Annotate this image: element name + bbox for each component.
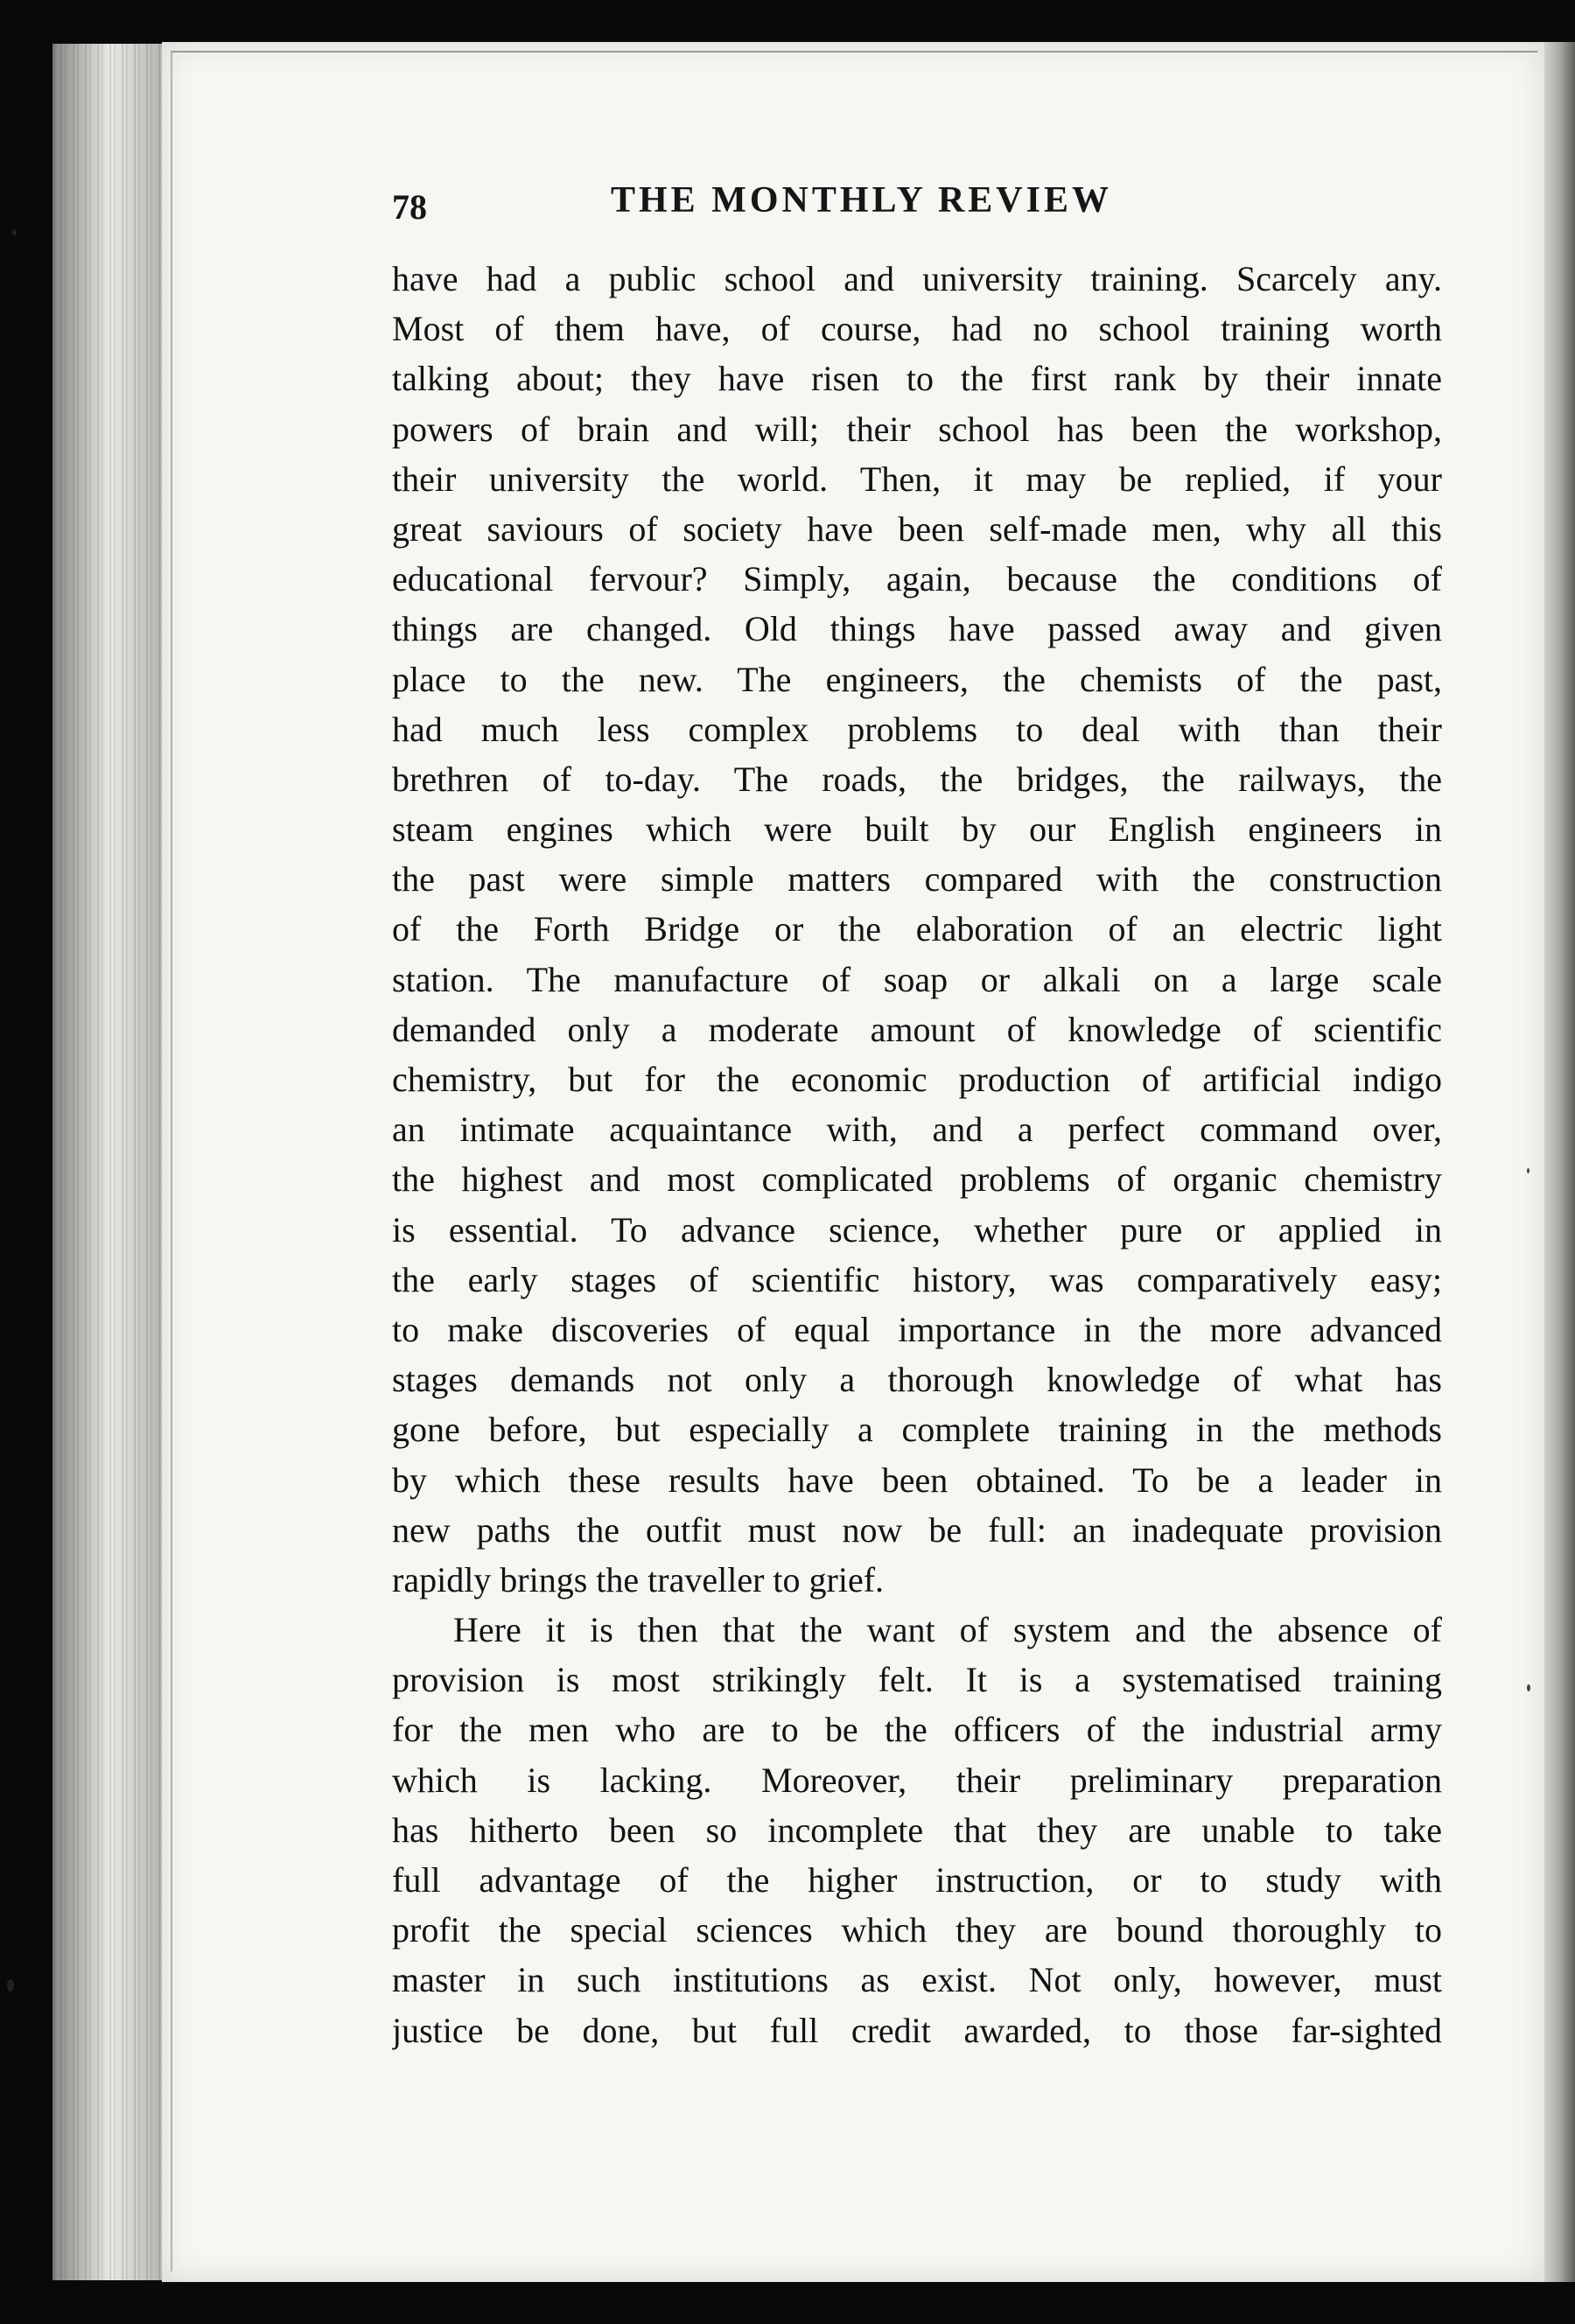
running-title: THE MONTHLY REVIEW bbox=[611, 180, 1112, 220]
text-line: justice be done, but full credit awarded, to those far-sighted bbox=[392, 2010, 1442, 2050]
text-line: new paths the outfit must now be full: an inadequate provision bbox=[392, 1509, 1442, 1550]
text-line: great saviours of society have been self-made men, why all this bbox=[392, 508, 1442, 549]
text-line: the early stages of scientific history, was comparatively easy; bbox=[392, 1259, 1442, 1299]
text-line: had much less complex problems to deal with than their bbox=[392, 709, 1442, 749]
text-line: station. The manufacture of soap or alkali on a large scale bbox=[392, 959, 1442, 999]
text-line: chemistry, but for the economic production of artificial indigo bbox=[392, 1060, 1442, 1099]
text-line: powers of brain and will; their school has been the workshop, bbox=[392, 409, 1442, 449]
text-line: profit the special sciences which they are bound thoroughly to bbox=[392, 1910, 1442, 1950]
text-line: full advantage of the higher instruction, or to study with bbox=[392, 1860, 1442, 1900]
text-line: have had a public school and university training. Scarcely any. bbox=[392, 259, 1442, 298]
text-line: an intimate acquaintance with, and a perfect command over, bbox=[392, 1110, 1442, 1150]
body-text bbox=[392, 254, 1442, 2055]
text-line: the highest and most complicated problems of organic chemistry bbox=[392, 1159, 1442, 1200]
text-line: for the men who are to be the officers of the industrial army bbox=[392, 1710, 1442, 1750]
text-line: is essential. To advance science, whether pure or applied in bbox=[392, 1209, 1442, 1250]
text-line: the past were simple matters compared with the construction bbox=[392, 859, 1442, 900]
scan-speck bbox=[1527, 1168, 1530, 1173]
book-right-edge bbox=[1544, 42, 1575, 2282]
text-line: educational fervour? Simply, again, because the conditions of bbox=[392, 559, 1442, 599]
book-page-edges bbox=[52, 44, 178, 2280]
text-line: Here it is then that the want of system and the absence of bbox=[453, 1610, 1442, 1650]
text-line: demanded only a moderate amount of knowledge of scientific bbox=[392, 1009, 1442, 1049]
text-line: which is lacking. Moreover, their preliminary preparation bbox=[392, 1760, 1442, 1800]
text-line: master in such institutions as exist. Not only, however, must bbox=[392, 1960, 1442, 2000]
text-line: Most of them have, of course, had no school training worth bbox=[392, 309, 1442, 349]
text-line: gone before, but especially a complete training in the methods bbox=[392, 1410, 1442, 1450]
text-line: steam engines which were built by our English engineers in bbox=[392, 809, 1442, 850]
text-line: provision is most strikingly felt. It is a systematised training bbox=[392, 1660, 1442, 1700]
text-line: things are changed. Old things have passed away and given bbox=[392, 609, 1442, 649]
text-line: stages demands not only a thorough knowledge of what has bbox=[392, 1360, 1442, 1400]
text-line: has hitherto been so incomplete that they are unable to take bbox=[392, 1810, 1442, 1850]
text-line: brethren of to-day. The roads, the bridges, the railways, the bbox=[392, 759, 1442, 799]
scan-speck bbox=[1527, 1684, 1530, 1691]
text-line: by which these results have been obtained. To be a leader in bbox=[392, 1460, 1442, 1500]
text-line: rapidly brings the traveller to grief. bbox=[392, 1559, 885, 1600]
text-line: place to the new. The engineers, the chemists of the past, bbox=[392, 659, 1442, 699]
text-line: their university the world. Then, it may be replied, if your bbox=[392, 458, 1442, 499]
text-line: talking about; they have risen to the first rank by their innate bbox=[392, 359, 1442, 399]
paragraph-1 bbox=[392, 254, 1442, 1605]
scan-speck bbox=[7, 1979, 14, 1992]
scan-speck bbox=[12, 229, 17, 235]
running-head bbox=[392, 179, 1442, 232]
text-line: to make discoveries of equal importance in the more advanced bbox=[392, 1309, 1442, 1349]
page-number: 78 bbox=[392, 187, 427, 227]
text-line: of the Forth Bridge or the elaboration of an electric light bbox=[392, 909, 1442, 949]
paragraph-2 bbox=[392, 1605, 1442, 2055]
